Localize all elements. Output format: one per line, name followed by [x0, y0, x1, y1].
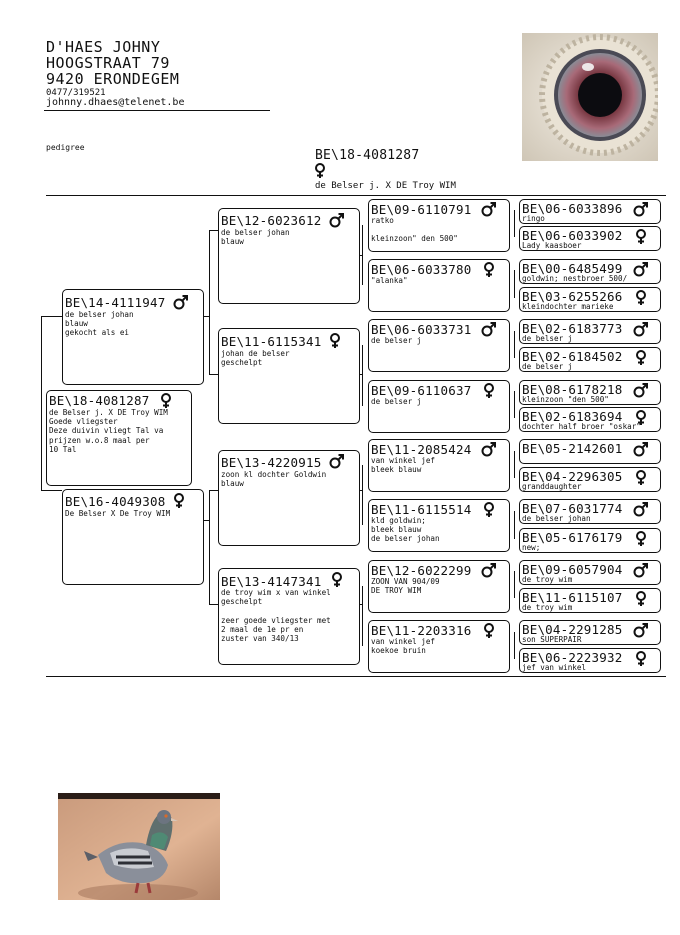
pigeon-box-f [62, 289, 204, 385]
female-icon [329, 333, 341, 353]
female-icon [173, 493, 185, 513]
pigeon-notes: johan de belser geschelpt [221, 349, 290, 368]
pigeon-box-g5 [519, 319, 661, 344]
connector [209, 490, 218, 491]
connector [209, 490, 210, 604]
pigeon-notes: son SUPERPAIR [522, 635, 582, 644]
pigeon-box-mmf [368, 560, 510, 613]
pigeon-notes: "alanka" [371, 276, 408, 285]
pigeon-box-g15 [519, 620, 661, 645]
pigeon-box-p1 [46, 390, 192, 486]
ring-number: BE\02-6183694 [522, 409, 623, 424]
ring-number: BE\09-6110791 [371, 202, 472, 217]
pigeon-notes: kld goldwin; bleek blauw de belser johan [371, 516, 440, 544]
ring-number: BE\11-2085424 [371, 442, 472, 457]
connector [514, 270, 515, 298]
pigeon-notes: goldwin; nestbroer 500/ [522, 274, 628, 283]
subject-desc: de Belser j. X DE Troy WIM [315, 181, 456, 191]
ring-number: BE\13-4220915 [221, 455, 322, 470]
female-icon [483, 262, 495, 282]
male-icon [481, 322, 497, 341]
ring-number: BE\12-6022299 [371, 563, 472, 578]
pigeon-box-fmm [368, 380, 510, 433]
pigeon-box-g12 [519, 528, 661, 553]
ring-number: BE\04-2296305 [522, 469, 623, 484]
pigeon-notes: kleindochter marieke [522, 302, 614, 311]
male-icon [633, 442, 649, 461]
owner-phone: 0477/319521 [46, 88, 106, 98]
male-icon [633, 623, 649, 642]
female-icon [635, 290, 647, 310]
pigeon-box-m [62, 489, 204, 585]
female-icon [483, 383, 495, 403]
female-icon [635, 591, 647, 611]
ring-number: BE\09-6110637 [371, 383, 472, 398]
owner-name: D'HAES JOHNY [46, 38, 161, 56]
male-icon [633, 502, 649, 521]
ring-number: BE\18-4081287 [49, 393, 150, 408]
connector [514, 391, 515, 418]
ring-number: BE\06-6033731 [371, 322, 472, 337]
pigeon-box-g8 [519, 407, 661, 432]
pigeon-box-fff [368, 199, 510, 252]
pigeon-notes: new; [522, 543, 541, 552]
connector [362, 586, 363, 646]
pigeon-notes: kleinzoon "den 500" [522, 395, 609, 404]
male-icon [633, 202, 649, 221]
ring-number: BE\05-6176179 [522, 530, 623, 545]
ring-number: BE\12-6023612 [221, 213, 322, 228]
pedigree-bottom-rule [46, 676, 666, 677]
connector [514, 210, 515, 237]
ring-number: BE\02-6183773 [522, 321, 623, 336]
pedigree-label: pedigree [46, 143, 85, 152]
ring-number: BE\09-6057904 [522, 562, 623, 577]
pigeon-box-mf [218, 450, 360, 546]
connector [362, 345, 363, 406]
ring-number: BE\11-6115107 [522, 590, 623, 605]
subject-ring: BE\18-4081287 [315, 148, 420, 163]
pigeon-notes: De Belser X De Troy WIM [65, 509, 171, 518]
owner-email: johnny.dhaes@telenet.be [46, 97, 185, 108]
pigeon-box-g4 [519, 287, 661, 312]
pigeon-notes: van winkel jef bleek blauw [371, 456, 436, 475]
pigeon-box-mm [218, 568, 360, 665]
pigeon-notes: dochter half broer "oskar" [522, 422, 641, 431]
pigeon-box-fm [218, 328, 360, 424]
ring-number: BE\16-4049308 [65, 494, 166, 509]
connector [41, 490, 62, 491]
pigeon-notes: van winkel jef koekoe bruin [371, 637, 436, 656]
connector [209, 230, 210, 374]
pigeon-box-g11 [519, 499, 661, 524]
male-icon [481, 202, 497, 221]
ring-number: BE\06-6033902 [522, 228, 623, 243]
ring-number: BE\02-6184502 [522, 349, 623, 364]
pigeon-box-g2 [519, 226, 661, 251]
pigeon-box-ffm [368, 259, 510, 312]
connector [41, 316, 42, 490]
ring-number: BE\11-2203316 [371, 623, 472, 638]
pigeon-box-g3 [519, 259, 661, 284]
pigeon-notes: zoon kl dochter Goldwin blauw [221, 470, 327, 489]
pigeon-box-ff [218, 208, 360, 304]
ring-number: BE\13-4147341 [221, 574, 322, 589]
ring-number: BE\11-6115514 [371, 502, 472, 517]
pigeon-box-mff [368, 439, 510, 492]
pigeon-notes: de belser j [371, 397, 422, 406]
eye-photo [522, 33, 658, 161]
ring-number: BE\14-4111947 [65, 295, 166, 310]
pigeon-notes: de troy wim [522, 575, 573, 584]
connector [362, 225, 363, 285]
male-icon [173, 295, 189, 314]
pigeon-photo [58, 793, 220, 900]
male-icon [329, 213, 345, 232]
ring-number: BE\06-2223932 [522, 650, 623, 665]
pigeon-box-g13 [519, 560, 661, 585]
pigeon-notes: de belser johan blauw [221, 228, 290, 247]
connector [514, 451, 515, 478]
male-icon [633, 322, 649, 341]
ring-number: BE\08-6178218 [522, 382, 623, 397]
connector [209, 604, 218, 605]
header-underline [44, 110, 270, 111]
pigeon-box-g7 [519, 380, 661, 405]
female-icon [483, 502, 495, 522]
pigeon-notes: de troy wim x van winkel geschelpt zeer goede vliegster met 2 maal de 1e pr en zuster van 340/13 [221, 588, 331, 644]
male-icon [481, 563, 497, 582]
ring-number: BE\11-6115341 [221, 334, 322, 349]
connector [514, 632, 515, 659]
pigeon-notes: Lady kaasboer [522, 241, 582, 250]
pigeon-notes: de Belser j. X DE Troy WIM Goede vliegster Deze duivin vliegt Tal va prijzen w.o.8 maal per 10 Tal [49, 408, 168, 454]
owner-city: 9420 ERONDEGEM [46, 70, 180, 88]
female-icon [635, 350, 647, 370]
pigeon-box-g1 [519, 199, 661, 224]
pigeon-box-mfm [368, 499, 510, 552]
male-icon [633, 563, 649, 582]
ring-number: BE\05-2142601 [522, 441, 623, 456]
pigeon-notes: ZOON VAN 904/09 DE TROY WIM [371, 577, 440, 596]
pigeon-box-g10 [519, 467, 661, 492]
connector [209, 230, 218, 231]
male-icon [633, 383, 649, 402]
ring-number: BE\07-6031774 [522, 501, 623, 516]
connector [514, 331, 515, 358]
pigeon-notes: de belser j [522, 362, 573, 371]
connector [514, 511, 515, 539]
female-icon [635, 531, 647, 551]
female-icon [635, 470, 647, 490]
pigeon-box-g9 [519, 439, 661, 464]
ring-number: BE\03-6255266 [522, 289, 623, 304]
pigeon-notes: de belser johan blauw gekocht als ei [65, 310, 134, 338]
male-icon [329, 454, 345, 473]
pigeon-box-mmm [368, 620, 510, 673]
pigeon-notes: de troy wim [522, 603, 573, 612]
pigeon-box-g16 [519, 648, 661, 673]
subject-female-symbol [314, 163, 326, 183]
ring-number: BE\06-6033780 [371, 262, 472, 277]
ring-number: BE\04-2291285 [522, 622, 623, 637]
female-icon [635, 229, 647, 249]
pigeon-notes: granddaughter [522, 482, 582, 491]
connector [362, 465, 363, 525]
pigeon-box-g14 [519, 588, 661, 613]
owner-street: HOOGSTRAAT 79 [46, 54, 170, 72]
pigeon-notes: jef van winkel [522, 663, 587, 672]
male-icon [633, 262, 649, 281]
connector [209, 374, 218, 375]
connector [41, 316, 62, 317]
pigeon-notes: ratko kleinzoon" den 500" [371, 216, 458, 244]
pedigree-top-rule [46, 195, 666, 196]
connector [514, 571, 515, 598]
pigeon-notes: de belser j [371, 336, 422, 345]
pigeon-box-g6 [519, 347, 661, 372]
pigeon-notes: de belser j [522, 334, 573, 343]
female-icon [483, 623, 495, 643]
male-icon [481, 442, 497, 461]
ring-number: BE\00-6485499 [522, 261, 623, 276]
female-icon [635, 651, 647, 671]
pigeon-box-fmf [368, 319, 510, 372]
pigeon-notes: de belser johan [522, 514, 591, 523]
pigeon-notes: ringo [522, 214, 545, 223]
female-icon [331, 572, 343, 592]
ring-number: BE\06-6033896 [522, 201, 623, 216]
